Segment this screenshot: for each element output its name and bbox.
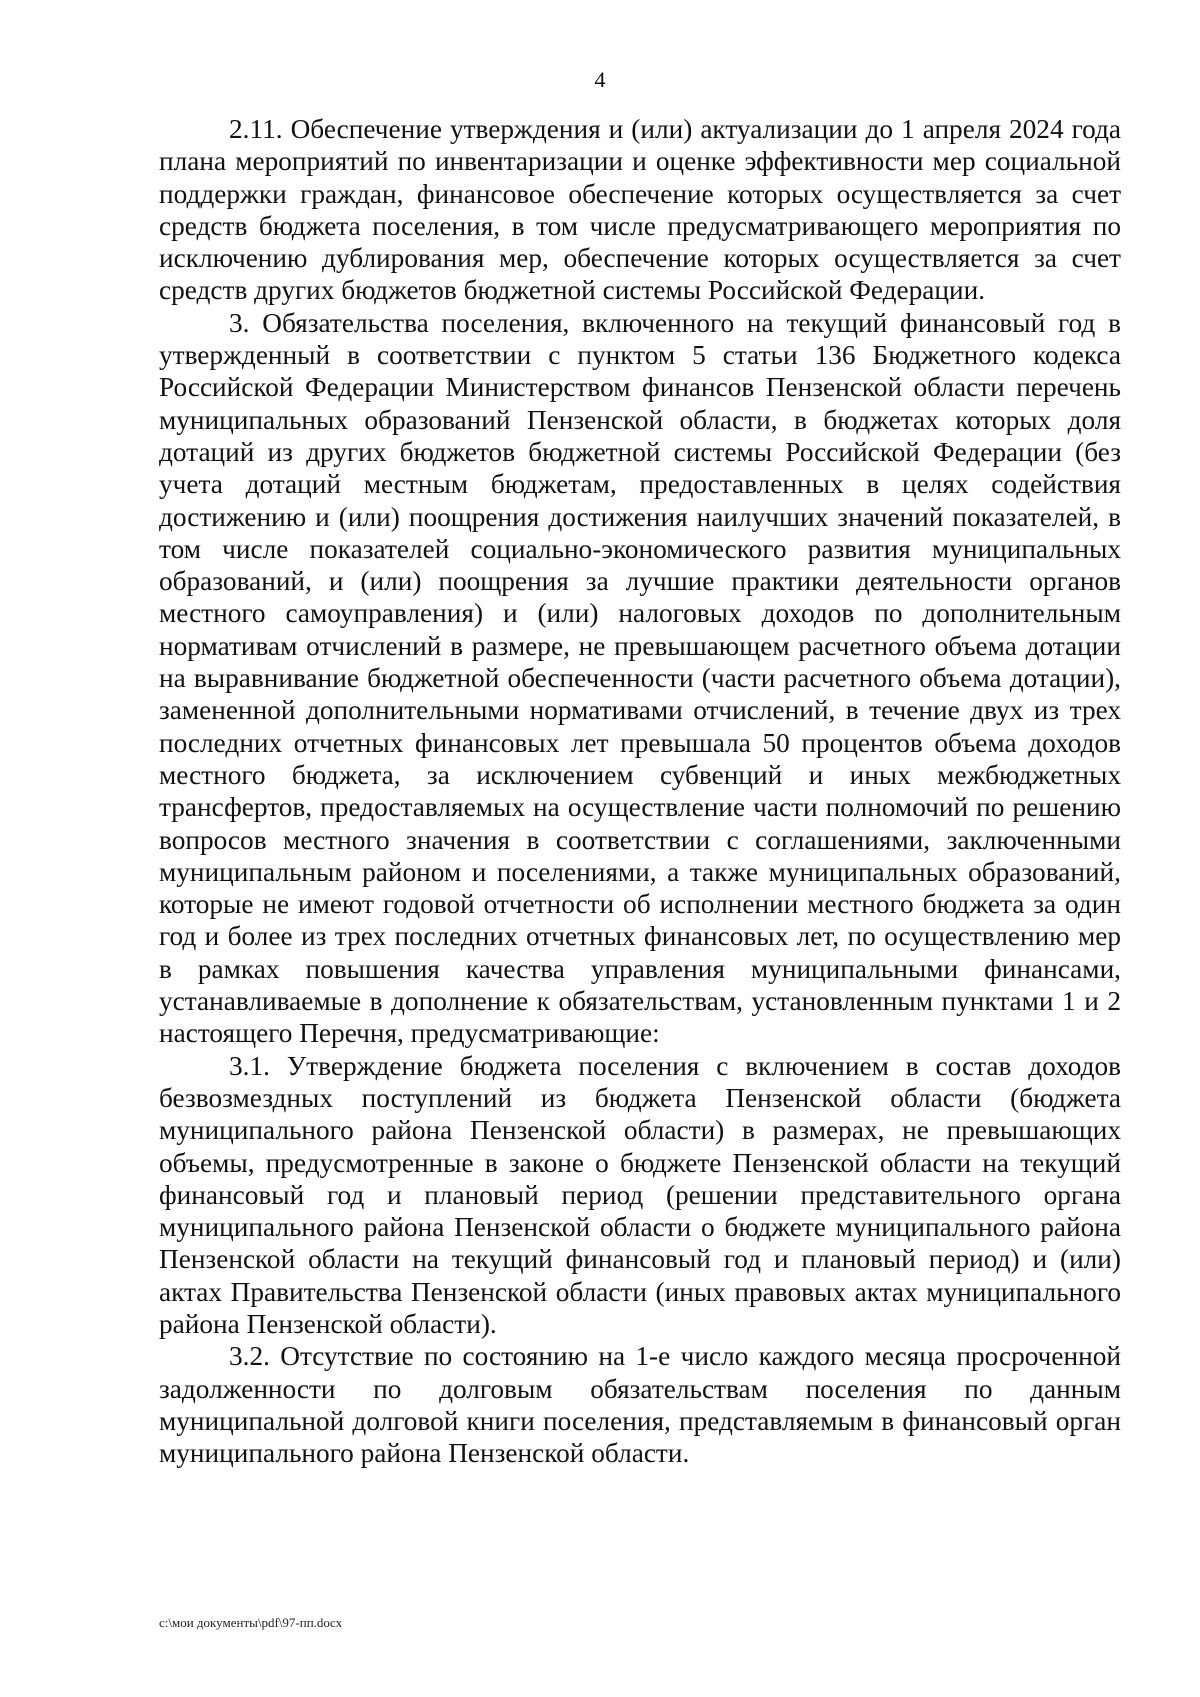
- paragraph-3-1: 3.1. Утверждение бюджета поселения с включением в состав доходов безвозмездных поступлений из бюджета Пензенской области (бюджета муниципального района Пензенской области) в размерах, не превышающих объемы, предусмотренные в законе о бюджете Пензенской области на текущий финансовый год и плановый период (решении представительного органа муниципального района Пензенской области о бюджете муниципального района Пензенской области на текущий финансовый год и плановый период) и (или) актах Правительства Пензенской области (иных правовых актах муниципального района Пензенской области).: [159, 1050, 1121, 1339]
- paragraph-3: 3. Обязательства поселения, включенного на текущий финансовый год в утвержденный в соответствии с пунктом 5 статьи 136 Бюджетного кодекса Российской Федерации Министерством финансов Пензенской области перечень муниципальных образований Пензенской области, в бюджетах которых доля дотаций из других бюджетов бюджетной системы Российской Федерации (без учета дотаций местным бюджетам, предоставленных в целях содействия достижению и (или) поощрения достижения наилучших значений показателей, в том числе показателей социально-экономического развития муниципальных образований, и (или) поощрения за лучшие практики деятельности органов местного самоуправления) и (или) налоговых доходов по дополнительным нормативам отчислений в размере, не превышающем расчетного объема дотации на выравнивание бюджетной обеспеченности (части расчетного объема дотации), замененной дополнительными нормативами отчислений, в течение двух из трех последних отчетных финансовых лет превышала 50 процентов объема доходов местного бюджета, за исключением субвенций и иных межбюджетных трансфертов, предоставляемых на осуществление части полномочий по решению вопросов местного значения в соответствии с соглашениями, заключенными муниципальным районом и поселениями, а также муниципальных образований, которые не имеют годовой отчетности об исполнении местного бюджета за один год и более из трех последних отчетных финансовых лет, по осуществлению мер в рамках повышения качества управления муниципальными финансами, устанавливаемые в дополнение к обязательствам, установленным пунктами 1 и 2 настоящего Перечня, предусматривающие:: [159, 307, 1121, 1049]
- paragraph-3-2: 3.2. Отсутствие по состоянию на 1-е число каждого месяца просроченной задолженности по долговым обязательствам поселения по данным муниципальной долговой книги поселения, представляемым в финансовый орган муниципального района Пензенской области.: [159, 1341, 1121, 1469]
- document-body: [159, 113, 1121, 1469]
- page-number: 4: [594, 67, 606, 92]
- paragraph-2-11: 2.11. Обеспечение утверждения и (или) актуализации до 1 апреля 2024 года плана мероприятий по инвентаризации и оценке эффективности мер социальной поддержки граждан, финансовое обеспечение которых осуществляется за счет средств бюджета поселения, в том числе предусматривающего мероприятия по исключению дублирования мер, обеспечение которых осуществляется за счет средств других бюджетов бюджетной системы Российской Федерации.: [159, 114, 1121, 306]
- footer-file-path: c:\мои документы\pdf\97-пп.docx: [159, 1615, 343, 1630]
